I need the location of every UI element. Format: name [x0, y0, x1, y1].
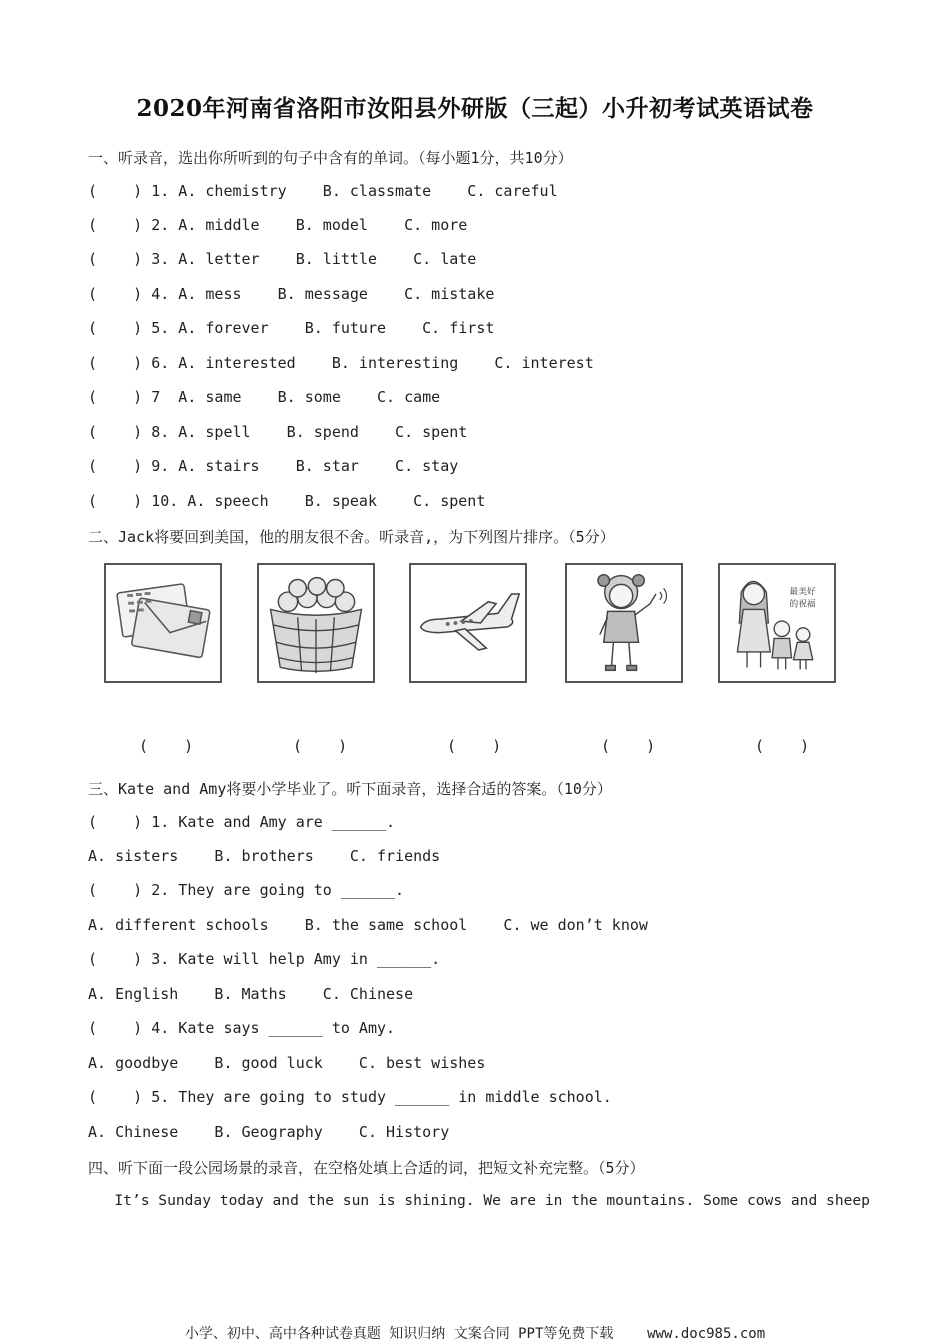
question-line: ( ) 4. Kate says ______ to Amy.	[88, 1019, 396, 1037]
question-line: ( ) 3. A. letter B. little C. late	[88, 250, 477, 268]
question-line: ( ) 2. A. middle B. model C. more	[88, 216, 468, 234]
question-line: ( ) 8. A. spell B. spend C. spent	[88, 423, 468, 441]
question-line: ( ) 4. A. mess B. message C. mistake	[88, 285, 495, 303]
apple-basket-icon	[259, 565, 373, 681]
picture-row	[104, 563, 844, 687]
card-label-line1: 最美好	[789, 587, 816, 598]
picture-girl	[565, 563, 683, 683]
question-line: ( ) 10. A. speech B. speak C. spent	[88, 492, 486, 510]
question-line: ( ) 6. A. interested B. interesting C. interest	[88, 354, 594, 372]
footer-note[interactable]: 小学、初中、高中各种试卷真题 知识归纳 文案合同 PPT等免费下载 www.doc985.com	[184, 1326, 766, 1342]
picture-apples	[257, 563, 375, 683]
options-line: A. different schools B. the same school C. we don’t know	[88, 916, 648, 934]
section3-heading: 三、Kate and Amy将要小学毕业了。听下面录音，选择合适的答案。（10分）	[88, 780, 612, 798]
options-line: A. Chinese B. Geography C. History	[88, 1123, 450, 1141]
picture-airplane	[409, 563, 527, 683]
question-line: ( ) 9. A. stairs B. star C. stay	[88, 457, 459, 475]
question-line: ( ) 2. They are going to ______.	[88, 881, 405, 899]
question-line: ( ) 5. They are going to study ______ in middle school.	[88, 1088, 612, 1106]
options-line: A. goodbye B. good luck C. best wishes	[88, 1054, 486, 1072]
question-line: ( ) 1. A. chemistry B. classmate C. careful	[88, 182, 558, 200]
question-line: ( ) 3. Kate will help Amy in ______.	[88, 950, 441, 968]
answer-blank[interactable]: ( )	[447, 737, 502, 755]
answer-blank[interactable]: ( )	[293, 737, 348, 755]
letters-envelope-icon	[106, 565, 220, 681]
section2-heading: 二、Jack将要回到美国，他的朋友很不舍。听录音,，为下列图片排序。（5分）	[88, 528, 615, 546]
picture-letters	[104, 563, 222, 683]
section4-heading: 四、听下面一段公园场景的录音，在空格处填上合适的词，把短文补充完整。（5分）	[88, 1159, 645, 1177]
answer-blank[interactable]: ( )	[139, 737, 194, 755]
answer-blank[interactable]: ( )	[755, 737, 810, 755]
options-line: A. English B. Maths C. Chinese	[88, 985, 414, 1003]
question-line: ( ) 1. Kate and Amy are ______.	[88, 813, 396, 831]
airplane-icon	[411, 565, 525, 681]
answer-blank[interactable]: ( )	[601, 737, 656, 755]
passage-text: It’s Sunday today and the sun is shining. We are in the mountains. Some cows and sheep	[88, 1192, 870, 1209]
best-wishes-card-icon	[720, 565, 834, 681]
waving-girl-icon	[567, 565, 681, 681]
options-line: A. sisters B. brothers C. friends	[88, 847, 441, 865]
picture-best-wishes	[718, 563, 836, 683]
question-line: ( ) 7 A. same B. some C. came	[88, 388, 441, 406]
section1-heading: 一、听录音，选出你所听到的句子中含有的单词。（每小题1分，共10分）	[88, 149, 573, 167]
question-line: ( ) 5. A. forever B. future C. first	[88, 319, 495, 337]
card-label-line2: 的祝福	[789, 599, 816, 610]
page-title: 2020年河南省洛阳市汝阳县外研版（三起）小升初考试英语试卷	[136, 95, 814, 122]
